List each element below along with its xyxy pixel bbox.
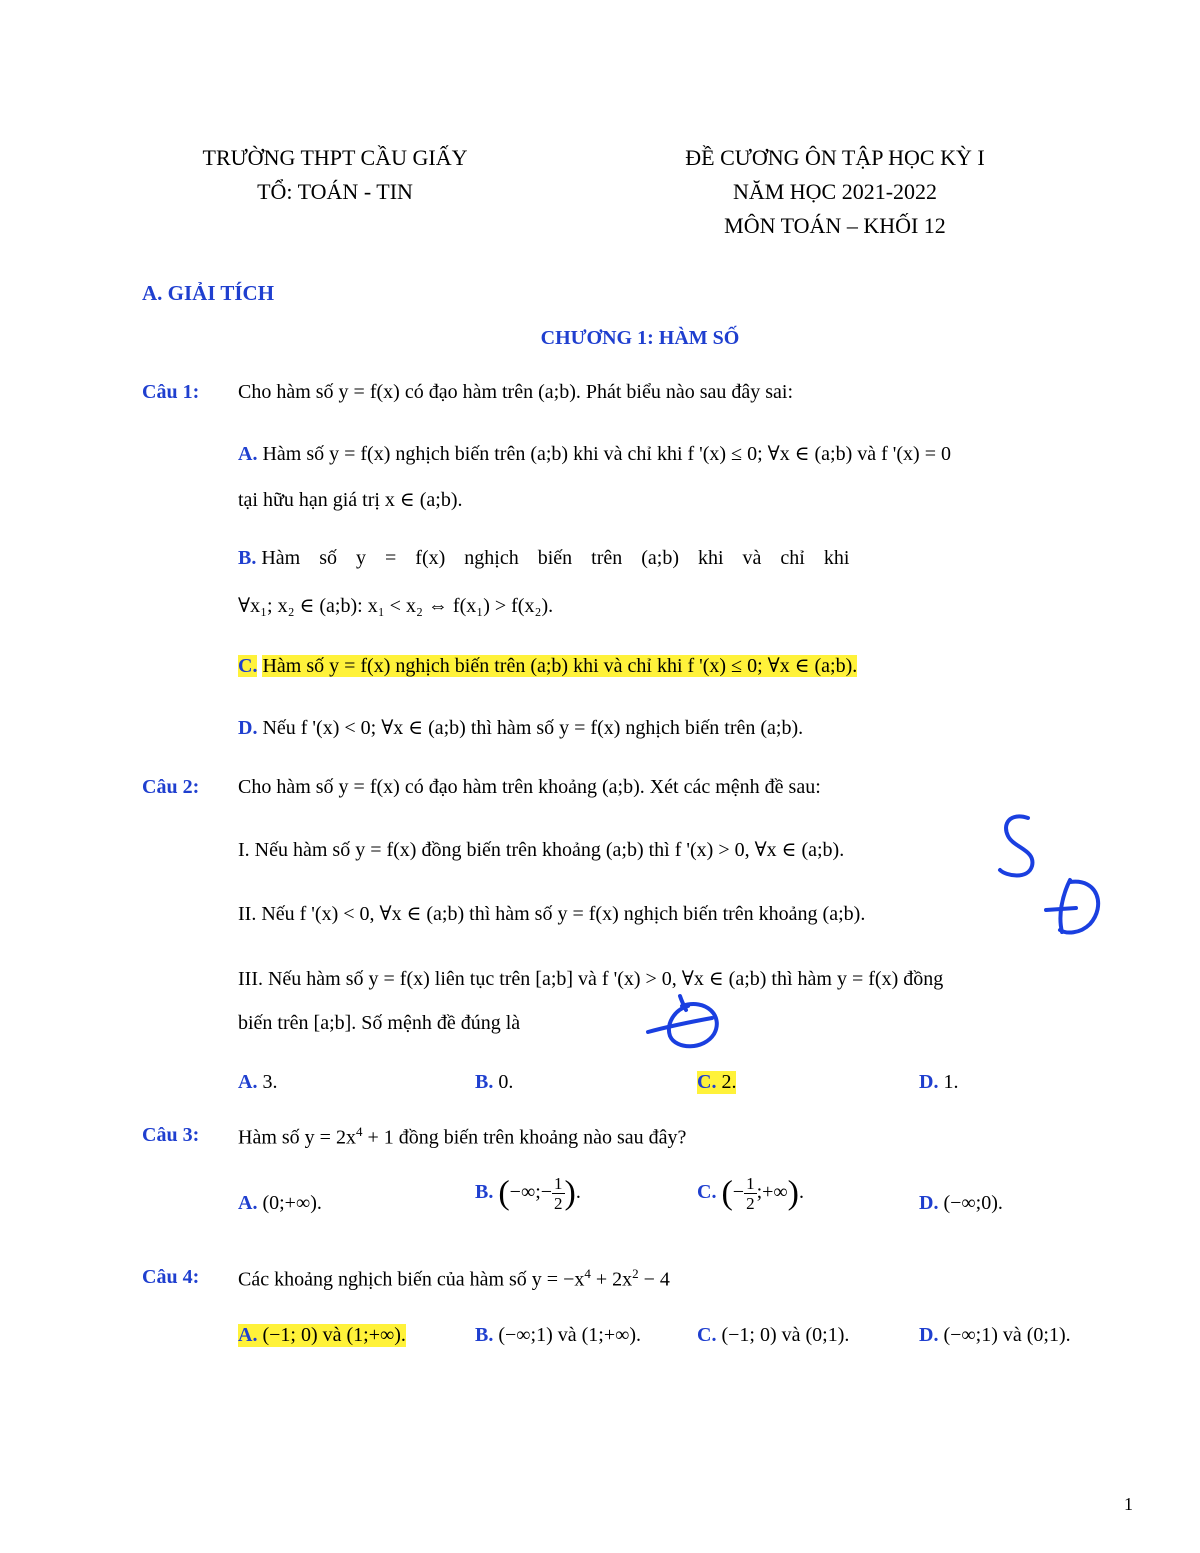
- q4-stem-post: − 4: [638, 1268, 670, 1291]
- q3-stem-exponent: 4: [355, 1124, 363, 1139]
- q1-stem: Cho hàm số y = f(x) có đạo hàm trên (a;b). Phát biểu nào sau đây sai:: [238, 381, 794, 403]
- q3-d-label: D.: [919, 1192, 939, 1214]
- q3-c-sign: −: [732, 1181, 745, 1204]
- q3-a-text: (0;+∞).: [262, 1192, 322, 1214]
- q2-option-a: [238, 1071, 277, 1094]
- q3-c-label: C.: [697, 1181, 717, 1204]
- q1-option-c: [238, 653, 857, 678]
- q4-b-label: B.: [475, 1324, 494, 1346]
- q4-c-text: (−1; 0) và (0;1).: [721, 1324, 850, 1346]
- q1-a-text: Hàm số y = f(x) nghịch biến trên (a;b) khi và chỉ khi f '(x) ≤ 0; ∀x ∈ (a;b) và f '(x) = 0: [262, 443, 951, 465]
- q2-b-text: 0.: [498, 1071, 514, 1093]
- q4-b-text: (−∞;1) và (1;+∞).: [498, 1324, 642, 1346]
- q2-d-text: 1.: [943, 1071, 959, 1093]
- q4-stem-pre: Các khoảng nghịch biến của hàm số y = −x: [238, 1268, 585, 1291]
- q1-option-b: [238, 547, 849, 570]
- q2-c-label: C.: [697, 1071, 717, 1093]
- q4-a-label: A.: [238, 1324, 258, 1346]
- q1-b-text: Hàm số y = f(x) nghịch biến trên (a;b) khi và chỉ khi: [261, 547, 850, 569]
- q4-stem-exponent-1: 4: [584, 1266, 591, 1281]
- q1-label: Câu 1:: [142, 381, 200, 403]
- q3-c-text: ;+∞: [756, 1181, 788, 1204]
- q1-option-d: [238, 715, 803, 740]
- q1-c-text: Hàm số y = f(x) nghịch biến trên (a;b) khi và chỉ khi f '(x) ≤ 0; ∀x ∈ (a;b).: [262, 655, 858, 677]
- q2-a-text: 3.: [262, 1071, 278, 1093]
- q3-c-fraction: $\frac{1}{2}$: [746, 1174, 755, 1213]
- q2-b-label: B.: [475, 1071, 494, 1093]
- q3-b-text: −∞;−: [509, 1181, 553, 1204]
- subject-grade: MÔN TOÁN – KHỐI 12: [724, 213, 946, 238]
- q2-a-label: A.: [238, 1071, 258, 1093]
- q1-c-label: C.: [238, 655, 258, 677]
- q2-statement-3-line2: biến trên [a;b]. Số mệnh đề đúng là: [238, 1012, 521, 1034]
- q2-stem: Cho hàm số y = f(x) có đạo hàm trên khoảng (a;b). Xét các mệnh đề sau:: [238, 776, 821, 798]
- q3-option-c: C. (− $\frac{1}{2}$ ;+∞).: [697, 1174, 804, 1213]
- q3-stem-pre: Hàm số y = 2x: [238, 1126, 356, 1149]
- q1-d-label: D.: [238, 717, 258, 739]
- handwritten-d-mark-2: [640, 990, 730, 1055]
- q4-stem-exponent-2: 2: [632, 1266, 639, 1281]
- q2-statement-2: II. Nếu f '(x) < 0, ∀x ∈ (a;b) thì hàm số y = f(x) nghịch biến trên khoảng (a;b).: [238, 903, 866, 925]
- q2-c-text: 2.: [721, 1071, 737, 1093]
- q2-option-c: [697, 1071, 736, 1094]
- q4-option-b: [475, 1324, 641, 1347]
- q4-d-label: D.: [919, 1324, 939, 1346]
- handwritten-d-mark-1: [1040, 872, 1110, 942]
- school-name: TRƯỜNG THPT CẦU GIẤY: [202, 145, 468, 170]
- q2-option-d: [919, 1071, 958, 1094]
- q4-stem: [238, 1266, 670, 1292]
- q1-b-label: B.: [238, 547, 257, 569]
- q4-stem-mid: + 2x: [590, 1268, 633, 1291]
- q2-option-b: [475, 1071, 513, 1094]
- q3-d-text: (−∞;0).: [943, 1192, 1003, 1214]
- q4-c-label: C.: [697, 1324, 717, 1346]
- q1-a-label: A.: [238, 443, 258, 465]
- q4-option-a: [238, 1324, 406, 1347]
- q4-option-d: [919, 1324, 1071, 1347]
- chapter-heading: CHƯƠNG 1: HÀM SỐ: [540, 327, 740, 349]
- q3-b-label: B.: [475, 1181, 494, 1204]
- q2-label: Câu 2:: [142, 776, 200, 798]
- department: TỔ: TOÁN - TIN: [257, 179, 413, 204]
- page-number: 1: [1124, 1494, 1133, 1514]
- q4-option-c: [697, 1324, 849, 1347]
- q1-d-text: Nếu f '(x) < 0; ∀x ∈ (a;b) thì hàm số y = f(x) nghịch biến trên (a;b).: [262, 717, 804, 739]
- school-year: NĂM HỌC 2021-2022: [732, 179, 938, 204]
- q3-label: Câu 3:: [142, 1124, 200, 1146]
- q2-statement-1: I. Nếu hàm số y = f(x) đồng biến trên khoảng (a;b) thì f '(x) > 0, ∀x ∈ (a;b).: [238, 839, 845, 861]
- q3-option-d: [919, 1192, 1003, 1215]
- q4-d-text: (−∞;1) và (0;1).: [943, 1324, 1071, 1346]
- q3-b-fraction: $\frac{1}{2}$: [554, 1174, 563, 1213]
- q1-option-a: [238, 441, 951, 466]
- q2-d-label: D.: [919, 1071, 939, 1093]
- doc-title: ĐỀ CƯƠNG ÔN TẬP HỌC KỲ I: [685, 145, 985, 170]
- q3-a-label: A.: [238, 1192, 258, 1214]
- q1-b-text-line2: ∀x₁; x₂ ∈ (a;b): x₁ < x₂ ⇔ f(x₁) > f(x₂).: [238, 595, 554, 617]
- q3-stem: [238, 1124, 686, 1150]
- section-heading: A. GIẢI TÍCH: [142, 281, 275, 305]
- q1-a-text-line2: tại hữu hạn giá trị x ∈ (a;b).: [238, 489, 463, 511]
- q4-label: Câu 4:: [142, 1266, 200, 1288]
- q3-option-b: B. (−∞;− $\frac{1}{2}$ ).: [475, 1174, 581, 1213]
- q2-statement-3: III. Nếu hàm số y = f(x) liên tục trên [a;b] và f '(x) > 0, ∀x ∈ (a;b) thì hàm y = f(x) đồng: [238, 968, 944, 990]
- q3-stem-post: + 1 đồng biến trên khoảng nào sau đây?: [362, 1126, 687, 1149]
- q3-option-a: [238, 1192, 322, 1215]
- q4-a-text: (−1; 0) và (1;+∞).: [262, 1324, 406, 1346]
